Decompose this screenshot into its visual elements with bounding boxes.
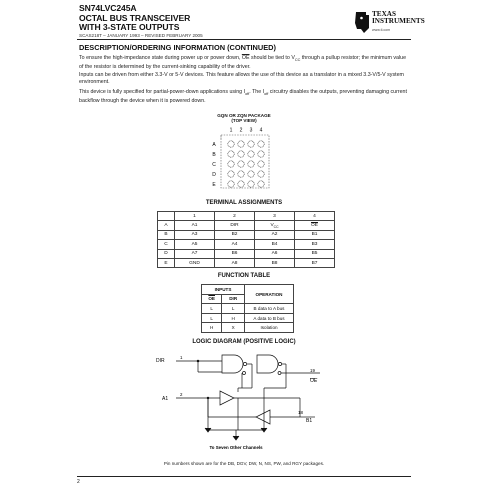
- table-cell: A: [158, 221, 175, 230]
- table-cell: Isolation: [245, 323, 294, 333]
- table-cell: B2: [215, 230, 255, 239]
- p3-text-b: . The I: [249, 89, 265, 95]
- ti-logo-wordmark: [372, 11, 425, 26]
- table-cell: L: [202, 313, 222, 323]
- terminal-assignments-table: [157, 211, 335, 268]
- b1-pin: 18: [298, 410, 303, 415]
- oe-header: $\overline{OE}$: [202, 294, 222, 304]
- package-caption-line-2: (TOP VIEW): [231, 118, 257, 123]
- table-cell: A1: [175, 221, 215, 230]
- p1-vcc-sub: CC: [294, 58, 301, 63]
- package-row-c: C: [212, 162, 216, 168]
- title-line-3: WITH 3-STATE OUTPUTS: [79, 22, 180, 33]
- package-diagram: [205, 126, 285, 192]
- table-cell: L: [222, 304, 245, 314]
- vcc-v: V: [270, 222, 274, 228]
- table-cell: B7: [295, 258, 335, 267]
- package-col-3: 3: [249, 127, 253, 134]
- package-caption-line-1: GQN OR ZQN PACKAGE: [217, 113, 271, 118]
- table-cell: X: [222, 323, 245, 333]
- paragraph-pullup: [79, 55, 411, 70]
- table-cell: B3: [295, 240, 335, 249]
- package-col-2: 2: [239, 127, 243, 134]
- table-cell: B5: [295, 249, 335, 258]
- package-balls: [228, 141, 264, 187]
- terminal-table-title: TERMINAL ASSIGNMENTS: [205, 200, 283, 206]
- paragraph-ioff: [79, 89, 411, 104]
- channels-caption: To Seven Other Channels: [209, 445, 263, 450]
- document-title: [79, 4, 190, 33]
- package-row-b: B: [212, 152, 216, 158]
- paragraph-inputs: Inputs can be driven from either 3.3-V or 5-V devices. This feature allows the use of this device as a translator in a mixed 3.3-V/5-V system environment.: [79, 72, 404, 85]
- package-caption: [194, 113, 294, 123]
- p1-oe: $\overline{OE}$: [241, 55, 250, 61]
- table-row: [202, 313, 294, 323]
- a1-pin: 2: [180, 392, 183, 397]
- table-row: [158, 258, 335, 267]
- table-cell: B8: [255, 258, 295, 267]
- p3-text-c: circuitry disables the outputs, preventing damaging current backflow through the device when it is powered down.: [79, 89, 407, 104]
- table-row: [158, 230, 335, 239]
- package-col-1: 1: [229, 127, 233, 134]
- dir-pin: 1: [180, 355, 183, 360]
- table-header-cell: 3: [255, 212, 295, 221]
- table-header-cell: [158, 212, 175, 221]
- footer-divider: [77, 476, 411, 477]
- dir-label: DIR: [156, 358, 165, 364]
- table-cell: D: [158, 249, 175, 258]
- package-row-d: D: [212, 172, 216, 178]
- table-row: [158, 240, 335, 249]
- title-line-2: OCTAL BUS TRANSCEIVER: [79, 12, 191, 23]
- pin-note: Pin numbers shown are for the DB, DGV, DW, N, NS, PW, and RGY packages.: [163, 461, 325, 466]
- table-cell: C: [158, 240, 175, 249]
- table-cell: B: [158, 230, 175, 239]
- table-cell: E: [158, 258, 175, 267]
- page-number: 2: [77, 479, 80, 485]
- table-cell-oe: $\overline{OE}$: [295, 221, 335, 230]
- package-row-a: A: [212, 142, 216, 148]
- p1-text-c: through a pullup resistor; the minimum value of the resistor is determined by the current-sinking capability of the driver.: [79, 55, 407, 70]
- p1-text-b: should be tied to V: [249, 55, 295, 61]
- table-header-cell: 1: [175, 212, 215, 221]
- table-cell: A5: [175, 240, 215, 249]
- operation-header: OPERATION: [245, 285, 294, 304]
- header-divider: [77, 39, 411, 40]
- section-title: DESCRIPTION/ORDERING INFORMATION (CONTINUED): [79, 43, 276, 52]
- a1-label: A1: [162, 396, 169, 402]
- table-header-row: [158, 212, 335, 221]
- table-cell: L: [202, 304, 222, 314]
- table-cell: GND: [175, 258, 215, 267]
- table-row: [202, 304, 294, 314]
- b1-label: B1: [306, 418, 313, 424]
- table-cell: B4: [255, 240, 295, 249]
- p3-ioff-sub-2: off: [264, 92, 269, 97]
- table-cell: B data to A bus: [245, 304, 294, 314]
- table-cell: A4: [215, 240, 255, 249]
- table-cell: A data to B bus: [245, 313, 294, 323]
- vcc-sub: CC: [273, 224, 279, 229]
- p1-text-a: To ensure the high-impedance state during power up or power down,: [79, 55, 242, 61]
- table-row: [202, 323, 294, 333]
- function-table-title: FUNCTION TABLE: [217, 273, 271, 279]
- dir-header: DIR: [222, 294, 245, 304]
- table-cell: H: [222, 313, 245, 323]
- p3-text-a: This device is fully specified for partial-power-down applications using I: [79, 89, 246, 95]
- logic-diagram-title: LOGIC DIAGRAM (POSITIVE LOGIC): [192, 339, 296, 345]
- package-col-4: 4: [259, 127, 263, 134]
- logo-line-1: TEXAS: [372, 10, 396, 18]
- table-cell: A3: [175, 230, 215, 239]
- logic-diagram: [150, 348, 340, 458]
- logo-url: www.ti.com: [372, 28, 391, 32]
- table-header-cell: 4: [295, 212, 335, 221]
- table-cell-vcc: [255, 221, 295, 230]
- oe-label: OE: [310, 378, 318, 384]
- table-cell: A7: [175, 249, 215, 258]
- table-row: [158, 221, 335, 230]
- p3-ioff-sub-1: off: [245, 92, 250, 97]
- table-cell: DIR: [215, 221, 255, 230]
- table-cell: H: [202, 323, 222, 333]
- function-table: [201, 284, 294, 333]
- logo-line-2: INSTRUMENTS: [372, 17, 425, 26]
- table-cell: B6: [215, 249, 255, 258]
- document-number: SCAS218T – JANUARY 1993 – REVISED FEBRUARY 2005: [79, 33, 203, 38]
- table-cell: A6: [255, 249, 295, 258]
- table-row: [158, 249, 335, 258]
- package-row-e: E: [212, 182, 216, 188]
- table-header-cell: 2: [215, 212, 255, 221]
- inputs-header: INPUTS: [202, 285, 245, 295]
- oe-pin: 19: [310, 368, 315, 373]
- table-cell: A8: [215, 258, 255, 267]
- package-outline: [221, 135, 269, 188]
- table-header-row: [202, 285, 294, 295]
- table-cell: B1: [295, 230, 335, 239]
- table-cell: A2: [255, 230, 295, 239]
- title-line-1: SN74LVC245A: [79, 3, 137, 13]
